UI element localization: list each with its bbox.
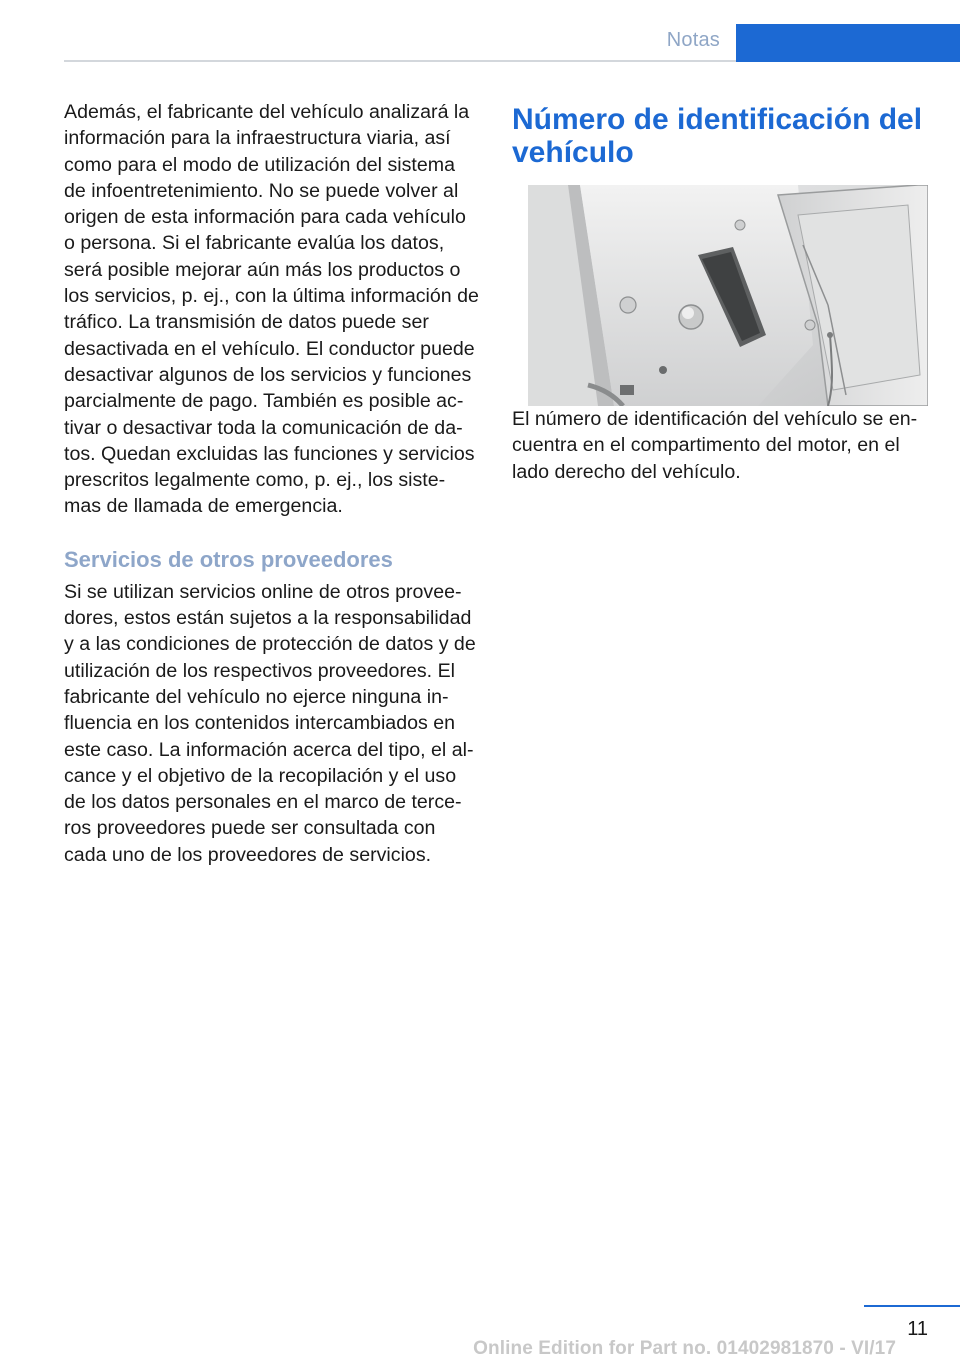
header-tab <box>736 24 960 62</box>
header-rule <box>64 60 736 62</box>
vin-location-drawing <box>528 185 928 406</box>
engine-compartment-illustration <box>528 185 928 406</box>
body-paragraph-data-analysis: Además, el fabricante del vehículo analizará la información para la infraestructura viaria, así como para el modo de utilización del sistema de infoentretenimiento. No se puede volver al origen de esta información para cada vehículo o persona. Si el fabricante evalúa los datos, será posible mejorar aún más los productos o los servicios, p. ej., con la última información de tráfico. La transmisión de datos puede ser desactivada en el vehículo. El conductor puede desactivar algunos de los servicios y funciones parcialmente de pago. También es posible ac‐ tivar o desactivar toda la comunicación de da‐ tos. Quedan excluidas las funciones y servicios prescritos legalmente como, p. ej., los siste‐ mas de llamada de emergencia. <box>64 101 479 518</box>
left-column <box>64 99 480 868</box>
section-title-vin: Número de identificación del vehículo <box>512 103 923 169</box>
page-number: 11 <box>907 1318 928 1340</box>
edition-watermark: Online Edition for Part no. 01402981870 - VI/17 <box>473 1338 896 1359</box>
footer-rule <box>864 1305 960 1307</box>
body-paragraph-third-party: Si se utilizan servicios online de otros provee‐ dores, estos están sujetos a la responsabilidad y a las condiciones de protección de datos y de utilización de los respectivos proveedores. El fabricante del vehículo no ejerce ninguna in‐ fluencia en los contenidos intercambiados en este caso. La información acerca del tipo, el al‐ cance y el objetivo de la recopilación y el uso de los datos personales en el marco de terce‐ ros proveedores puede ser consultada con cada uno de los proveedores de servicios. <box>64 580 476 866</box>
subheading-third-party-services: Servicios de otros proveedores <box>64 546 393 572</box>
vin-location-caption: El número de identificación del vehículo se en‐ cuentra en el compartimento del motor, en el lado derecho del vehículo. <box>512 408 918 483</box>
right-column <box>512 99 928 485</box>
section-label: Notas <box>666 29 720 51</box>
